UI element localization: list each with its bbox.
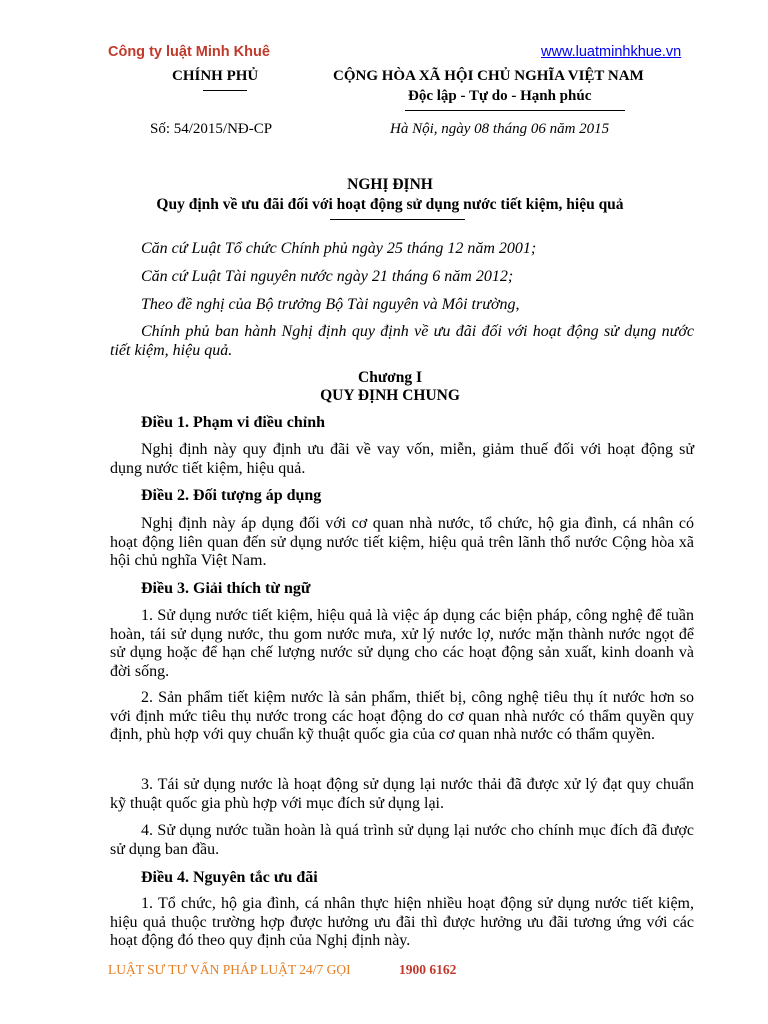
- legal-basis-3: Theo đề nghị của Bộ trưởng Bộ Tài nguyên và Môi trường,: [141, 296, 520, 313]
- article-3-para-4: 4. Sử dụng nước tuần hoàn là quá trình sử dụng lại nước cho chính mục đích đã được sử dụng ban đầu.: [110, 822, 694, 858]
- issuer-name: CHÍNH PHỦ: [172, 68, 259, 84]
- article-3-para-1: 1. Sử dụng nước tiết kiệm, hiệu quả là việc áp dụng các biện pháp, công nghệ để tuần hoàn, tái sử dụng nước, thu gom nước mưa, xử lý nước lợ, nước mặn thành nước ngọt để sử dụng hoặc để hạn chế lượng nước sử dụng cho các hoạt động sản xuất, kinh doanh và đời sống.: [110, 607, 694, 680]
- issuer-underline: [203, 90, 247, 91]
- decree-subtitle: Quy định về ưu đãi đối với hoạt động sử dụng nước tiết kiệm, hiệu quả: [156, 196, 624, 213]
- article-1-heading: Điều 1. Phạm vi điều chỉnh: [141, 414, 326, 431]
- document-number: Số: 54/2015/NĐ-CP: [150, 121, 273, 137]
- footer-hotline-text: LUẬT SƯ TƯ VẤN PHÁP LUẬT 24/7 GỌI: [108, 962, 351, 977]
- country-motto: Độc lập - Tự do - Hạnh phúc: [408, 88, 592, 104]
- article-4-heading: Điều 4. Nguyên tắc ưu đãi: [141, 869, 318, 886]
- article-3-para-2: 2. Sản phẩm tiết kiệm nước là sản phẩm, thiết bị, công nghệ tiêu thụ ít nước hơn so với định mức tiêu thụ nước trong các hoạt động do cơ quan nhà nước có thẩm quyền quy định, phù hợp với quy chuẩn kỹ thuật quốc gia của cơ quan nhà nước có thẩm quyền.: [110, 689, 694, 743]
- subtitle-underline: [330, 219, 465, 220]
- chapter-number: Chương I: [358, 369, 422, 386]
- article-4-para-1: 1. Tổ chức, hộ gia đình, cá nhân thực hiện nhiều hoạt động sử dụng nước tiết kiệm, hiệu quả thuộc trường hợp được hưởng ưu đãi thì được hưởng ưu đãi tương ứng với các hoạt động đó theo quy định của Nghị định này.: [110, 895, 694, 949]
- article-3-para-3: 3. Tái sử dụng nước là hoạt động sử dụng lại nước thải đã được xử lý đạt quy chuẩn kỹ thuật quốc gia phù hợp với mục đích sử dụng lại.: [110, 776, 694, 812]
- legal-basis-4: Chính phủ ban hành Nghị định quy định về ưu đãi đối với hoạt động sử dụng nước tiết kiệm, hiệu quả.: [110, 323, 694, 359]
- article-2-para-1: Nghị định này áp dụng đối với cơ quan nhà nước, tổ chức, hộ gia đình, cá nhân có hoạt động liên quan đến sử dụng nước tiết kiệm, hiệu quả trên lãnh thổ nước Cộng hòa xã hội chủ nghĩa Việt Nam.: [110, 515, 694, 569]
- legal-basis-1: Căn cứ Luật Tổ chức Chính phủ ngày 25 tháng 12 năm 2001;: [141, 240, 537, 257]
- legal-basis-2: Căn cứ Luật Tài nguyên nước ngày 21 tháng 6 năm 2012;: [141, 268, 514, 285]
- website-link[interactable]: www.luatminhkhue.vn: [541, 44, 682, 60]
- company-name: Công ty luật Minh Khuê: [108, 44, 270, 60]
- country-name: CỘNG HÒA XÃ HỘI CHỦ NGHĨA VIỆT NAM: [333, 68, 644, 84]
- decree-title: NGHỊ ĐỊNH: [347, 176, 433, 193]
- motto-underline: [405, 110, 625, 111]
- article-1-para-1: Nghị định này quy định ưu đãi về vay vốn, miễn, giảm thuế đối với hoạt động sử dụng nước tiết kiệm, hiệu quả.: [110, 441, 694, 477]
- footer-phone: 1900 6162: [399, 962, 457, 977]
- chapter-title: QUY ĐỊNH CHUNG: [320, 387, 460, 404]
- document-date: Hà Nội, ngày 08 tháng 06 năm 2015: [390, 121, 610, 137]
- article-2-heading: Điều 2. Đối tượng áp dụng: [141, 487, 322, 504]
- article-3-heading: Điều 3. Giải thích từ ngữ: [141, 580, 311, 597]
